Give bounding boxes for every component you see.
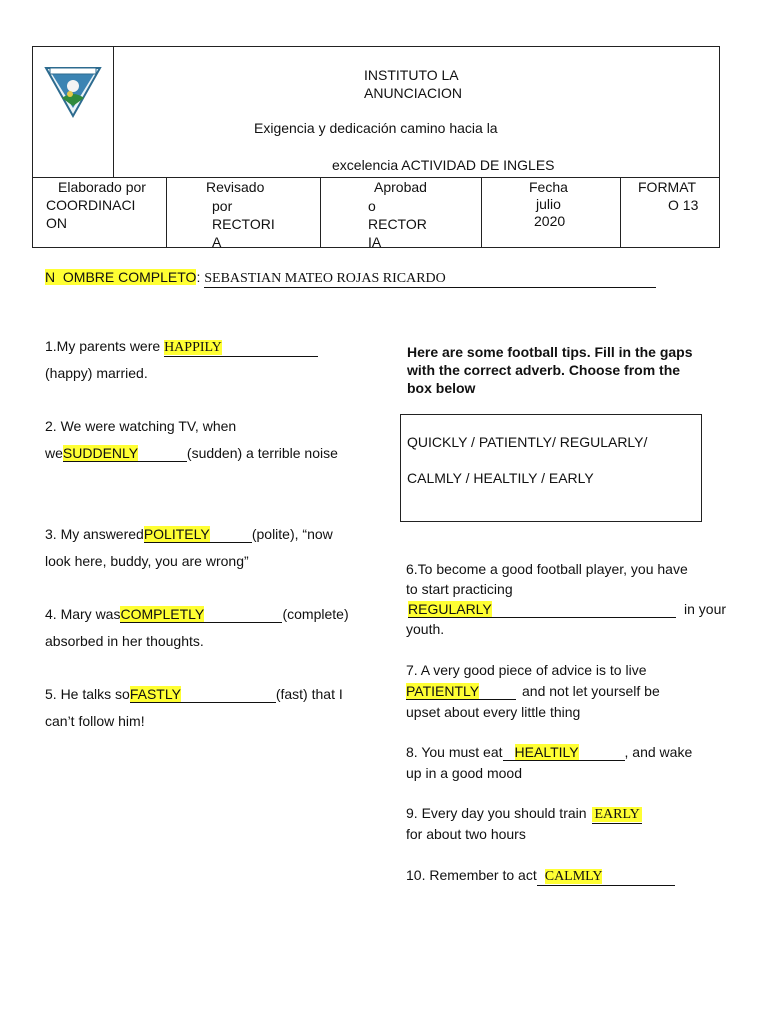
- school-name-line2: ANUNCIACION: [364, 85, 463, 101]
- logo-cell: [32, 46, 114, 178]
- question-2-line1: 2. We were watching TV, when: [45, 418, 237, 434]
- question-6-post: in your: [684, 601, 727, 617]
- word-box-line2: CALMLY / HEALTILY / EARLY: [407, 470, 594, 486]
- answer-2[interactable]: SUDDENLY: [62, 445, 139, 461]
- aprobado-label-cont: o: [368, 198, 376, 214]
- instructions-line2: with the correct adverb. Choose from the: [407, 362, 681, 378]
- question-10: [406, 864, 675, 886]
- aprobado-label: Aprobad: [374, 179, 427, 195]
- instructions-line3: box below: [407, 380, 476, 396]
- question-5: [45, 683, 343, 705]
- col-divider: [166, 177, 167, 248]
- name-colon: :: [196, 269, 201, 285]
- elaborado-value-cont: ON: [46, 215, 67, 231]
- revisado-value-cont: A: [212, 234, 222, 250]
- question-1: [45, 335, 318, 357]
- aprobado-value-cont: IA: [368, 234, 382, 250]
- col-divider: [320, 177, 321, 248]
- question-6-line4: youth.: [406, 621, 445, 637]
- school-motto: Exigencia y dedicación camino hacia la: [254, 120, 498, 136]
- question-8-post: , and wake: [624, 744, 693, 760]
- elaborado-label: Elaborado por: [58, 179, 146, 195]
- aprobado-value: RECTOR: [368, 216, 427, 232]
- question-6-line1: 6.To become a good football player, you have: [406, 561, 688, 577]
- question-9-text: 9. Every day you should train: [406, 805, 591, 821]
- school-name-line1: INSTITUTO LA: [364, 67, 459, 83]
- question-1-text: 1.My parents were: [45, 338, 165, 354]
- question-9: [406, 803, 642, 845]
- instructions: [407, 343, 693, 397]
- revisado-por: por: [212, 198, 233, 214]
- question-5-line2: can’t follow him!: [45, 713, 145, 729]
- question-8-text: 8. You must eat: [406, 744, 503, 760]
- word-box-line1: QUICKLY / PATIENTLY/ REGULARLY/: [407, 434, 648, 450]
- question-7-line3: upset about every little thing: [406, 704, 581, 720]
- question-6: [406, 559, 726, 639]
- question-5-post: (fast) that I: [275, 686, 343, 702]
- formato-label: FORMAT: [638, 179, 697, 195]
- question-4: [45, 603, 349, 625]
- name-value[interactable]: SEBASTIAN MATEO ROJAS RICARDO: [204, 270, 656, 288]
- fecha-month: julio: [536, 196, 561, 212]
- fecha-year: 2020: [534, 213, 566, 229]
- answer-10[interactable]: CALMLY: [544, 869, 603, 884]
- question-1-line2: (happy) married.: [45, 365, 148, 381]
- answer-7[interactable]: PATIENTLY: [406, 683, 480, 699]
- question-4-text: 4. Mary was: [45, 606, 121, 622]
- question-6-line2: to start practicing: [406, 581, 513, 597]
- question-5-text: 5. He talks so: [45, 686, 130, 702]
- question-9-line2: for about two hours: [406, 826, 526, 842]
- answer-6[interactable]: REGULARLY: [408, 601, 492, 617]
- col-divider: [620, 177, 621, 248]
- question-3-line2: look here, buddy, you are wrong”: [45, 553, 249, 569]
- question-2-post: (sudden) a terrible noise: [186, 445, 338, 461]
- question-8-line2: up in a good mood: [406, 765, 522, 781]
- name-label: OMBRE COMPLETO: [62, 269, 197, 285]
- activity-title: excelencia ACTIVIDAD DE INGLES: [332, 157, 555, 173]
- answer-3[interactable]: POLITELY: [143, 526, 210, 542]
- answer-5[interactable]: FASTLY: [129, 686, 181, 702]
- question-3-text: 3. My answered: [45, 526, 144, 542]
- answer-9[interactable]: EARLY: [594, 807, 640, 822]
- answer-4[interactable]: COMPLETLY: [120, 606, 205, 622]
- answer-1[interactable]: HAPPILY: [164, 340, 222, 355]
- header-divider: [32, 177, 720, 178]
- question-7-post: and not let yourself be: [522, 683, 660, 699]
- name-field: [45, 266, 656, 288]
- question-8: [406, 742, 692, 784]
- question-7-line1: 7. A very good piece of advice is to live: [406, 662, 647, 678]
- question-2-text: we: [45, 445, 63, 461]
- question-3: [45, 523, 333, 545]
- formato-value: O 13: [668, 197, 699, 213]
- revisado-value: RECTORI: [212, 216, 275, 232]
- question-4-post: (complete): [282, 606, 349, 622]
- question-4-line2: absorbed in her thoughts.: [45, 633, 204, 649]
- instructions-line1: Here are some football tips. Fill in the gaps: [407, 344, 693, 360]
- question-2: [45, 442, 338, 464]
- fecha-label: Fecha: [529, 179, 568, 195]
- answer-8[interactable]: HEALTILY: [514, 744, 579, 760]
- question-10-text: 10. Remember to act: [406, 867, 537, 883]
- name-label-n: N: [45, 269, 56, 285]
- elaborado-value: COORDINACI: [46, 197, 136, 213]
- school-logo-icon: [32, 46, 114, 178]
- question-3-post: (polite), “now: [251, 526, 333, 542]
- revisado-label: Revisado: [206, 179, 265, 195]
- col-divider: [481, 177, 482, 248]
- question-7: [406, 660, 660, 723]
